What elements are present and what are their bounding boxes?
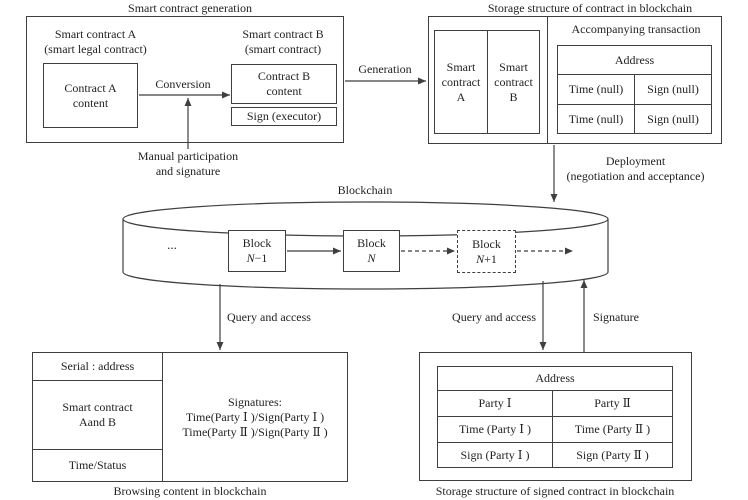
blockchain-ellipsis: ...	[167, 237, 177, 252]
sign-null-text-1: Sign (null)	[647, 82, 699, 96]
serial-address-text: Serial : address	[60, 359, 135, 373]
title-smart-contract-generation: Smart contract generation	[128, 1, 252, 15]
contract-a-content-line1: Contract A	[64, 80, 117, 95]
party-2-cell	[553, 391, 672, 416]
sign-party-1-text: Sign (Party Ⅰ )	[460, 447, 530, 462]
block-n-minus-1-n: N	[246, 251, 255, 265]
contract-b-content-line1: Contract B	[257, 69, 311, 83]
smart-contract-a-label	[23, 27, 168, 57]
time-null-text-2: Time (null)	[568, 111, 624, 126]
sign-party-2-cell	[553, 443, 672, 467]
block-n-n: N	[367, 251, 376, 265]
deployment-line2: (negotiation and acceptance)	[566, 169, 705, 183]
time-null-cell-2	[558, 105, 635, 133]
smart-contract-a-label-line1: Smart contract A	[54, 27, 137, 41]
address-header-cell	[558, 46, 711, 75]
title-storage-structure: Storage structure of contract in blockchain	[487, 1, 693, 15]
transaction-row-1	[558, 75, 711, 105]
block-n-minus-1-suffix: −1	[254, 251, 268, 265]
signatures-cell	[163, 353, 347, 481]
deployment-line1: Deployment	[605, 154, 666, 168]
manual-participation-label	[113, 149, 263, 179]
manual-line1: Manual participation	[137, 149, 239, 163]
contract-a-content-line2: content	[72, 95, 109, 110]
party-1-cell	[438, 391, 553, 416]
signatures-line3: Time(Party Ⅱ )/Sign(Party Ⅱ )	[182, 424, 328, 439]
signed-time-row	[438, 417, 672, 443]
block-n-plus-1-word: Block	[472, 236, 501, 251]
smart-contract-ab-line2: Aand B	[79, 415, 116, 429]
sign-executor-text: Sign (executor)	[246, 109, 322, 123]
time-party-1-text: Time (Party Ⅰ )	[459, 422, 531, 436]
time-null-text-1: Time (null)	[568, 82, 624, 96]
smart-contract-a-label-line2: (smart legal contract)	[44, 42, 147, 56]
signed-address-text: Address	[535, 371, 575, 385]
time-party-2-cell	[553, 417, 672, 442]
manual-line2: and signature	[155, 164, 221, 178]
conversion-label: Conversion	[155, 77, 211, 91]
block-n-plus-1-number	[476, 252, 497, 267]
storage-a-line1: Smart	[446, 59, 476, 74]
smart-contract-b-label	[213, 27, 353, 57]
block-n-plus-1	[457, 230, 516, 273]
transaction-row-2	[558, 105, 711, 133]
sign-party-1-cell	[438, 443, 553, 467]
storage-b-line3: B	[509, 89, 518, 104]
time-party-2-text: Time (Party Ⅱ )	[574, 422, 651, 436]
block-n-plus-1-n: N	[476, 251, 485, 266]
blockchain-label: Blockchain	[337, 183, 393, 197]
deployment-label	[548, 154, 723, 184]
accompanying-transaction-label: Accompanying transaction	[571, 22, 701, 36]
storage-smart-contract-a-cell	[435, 31, 488, 133]
block-n-number	[367, 251, 375, 266]
caption-browsing: Browsing content in blockchain	[113, 484, 267, 498]
time-status-cell	[33, 450, 162, 481]
storage-smart-contract-b-cell	[488, 31, 539, 133]
block-n-minus-1	[228, 230, 286, 272]
signatures-line2: Time(Party Ⅰ )/Sign(Party Ⅰ )	[185, 409, 325, 424]
signed-table	[437, 366, 673, 468]
contract-b-content-line2: content	[266, 84, 302, 98]
signed-sign-row	[438, 443, 672, 467]
sign-null-text-2: Sign (null)	[647, 111, 699, 126]
time-party-1-cell	[438, 417, 553, 442]
time-status-text: Time/Status	[68, 458, 127, 472]
sign-null-cell-1	[635, 75, 711, 104]
storage-b-line1: Smart	[499, 59, 528, 74]
query-access-right-label: Query and access	[452, 310, 536, 324]
block-n-word: Block	[357, 236, 386, 250]
query-access-left-label: Query and access	[227, 310, 311, 324]
browsing-left-column	[33, 353, 163, 481]
time-null-cell-1	[558, 75, 635, 104]
signed-party-row	[438, 391, 672, 417]
contract-a-content-box	[43, 63, 138, 128]
accompanying-transaction-table	[557, 45, 712, 134]
signatures-line1: Signatures:	[228, 394, 282, 409]
party-2-text: Party Ⅱ	[594, 396, 631, 410]
storage-a-line2: contract	[441, 74, 481, 89]
serial-address-cell	[33, 353, 162, 381]
smart-contract-ab-line1: Smart contract	[62, 400, 133, 414]
block-n-minus-1-word: Block	[242, 236, 272, 250]
block-n-plus-1-suffix: +1	[484, 251, 497, 266]
generation-arrow-label: Generation	[358, 62, 412, 76]
sign-party-2-text: Sign (Party Ⅱ )	[576, 447, 649, 462]
sign-executor-box	[231, 107, 337, 126]
smart-contract-ab-cell	[33, 381, 162, 450]
storage-contracts-box	[434, 30, 540, 134]
signature-label: Signature	[593, 310, 639, 324]
storage-b-line2: contract	[494, 74, 533, 89]
smart-contract-b-label-line1: Smart contract B	[242, 27, 324, 41]
block-n-minus-1-number	[247, 251, 268, 266]
signed-address-header-cell	[438, 367, 672, 391]
contract-b-content-box	[231, 64, 337, 104]
caption-signed: Storage structure of signed contract in blockchain	[435, 484, 675, 498]
smart-contract-b-label-line2: (smart contract)	[244, 42, 322, 56]
sign-null-cell-2	[635, 105, 711, 133]
browsing-table	[32, 352, 348, 482]
block-n	[343, 230, 400, 272]
address-header-text: Address	[614, 52, 655, 67]
party-1-text: Party Ⅰ	[478, 396, 512, 410]
storage-a-line3: A	[456, 89, 466, 104]
